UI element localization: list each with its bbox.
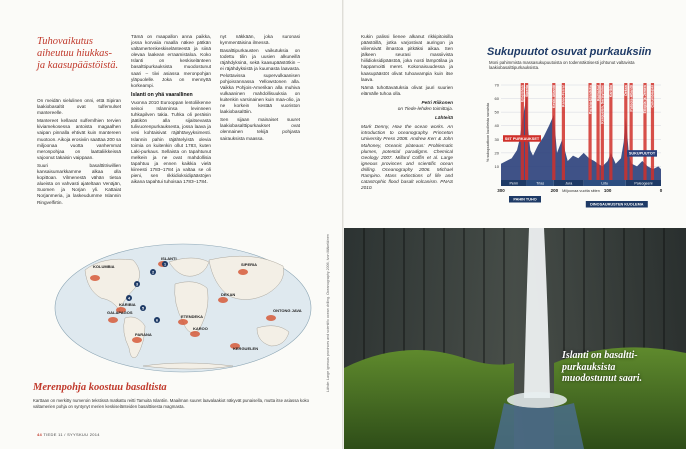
- route-number: 4: [127, 296, 131, 301]
- paragraph: Mantereet kellavat sulfemlhien tervien kiviamekosessa antoista magaalhen vaipan pinnalla ehtivät kuin mantereen muotoon. Aikoja erosiviin saattaa 200 sa miljoonaa vuotta vanhemmat meronpohjaa on laattaliikkeissä vajoonut takaisin vaippaan.: [37, 118, 121, 160]
- route-number: 5: [141, 306, 145, 311]
- y-tick-label: 50: [494, 109, 499, 115]
- y-tick-label: 30: [494, 136, 499, 142]
- era-label: Liitu: [601, 181, 609, 186]
- y-tick-label: 70: [494, 82, 499, 88]
- lava-province-mark: [218, 297, 228, 303]
- map-place-label: KOLUMBIA: [93, 264, 115, 269]
- eruption-label: Karoo-Ferrar: [561, 85, 566, 107]
- paragraph: Tämä on maapallon anna paikka, jossa korvaiia maalla näkee pätkän valtamertenkeskiselänteestä ja siinä olevaa laakean erraamistaloa. Koko Islanti on keskiselänteen basalttipurkauksista muodostunut saari – tiivi asiassa meronpohjan yläpuolelle. Joka on mennyttä korkeampi.: [131, 34, 211, 88]
- map-place-label: KAROO: [193, 326, 208, 331]
- route-number: 6: [155, 318, 159, 323]
- lava-province-mark: [190, 331, 200, 337]
- paragraph: Suuri basalttitriwillien kansaisumarkkamme alkaa olla kopittoan. Vilmenestä vähän tietoa alueista on vahvasti ajateltaan Venäjän, Suomen ja Norjan yli. Kattaiat Norjanmeria, ja laskeudumme Islannin Ringvelfirtin.: [37, 162, 121, 205]
- map-place-label: ISLANTI: [161, 256, 177, 261]
- lava-province-mark: [108, 317, 118, 323]
- era-label: Jura: [565, 181, 573, 186]
- eruption-label: Dekan: [624, 85, 628, 96]
- eruption-label: Etiopia ja Jemen: [643, 85, 648, 114]
- magazine-issue: TIEDE 11 / SYYSKUU 2014: [43, 432, 100, 437]
- y-tick-label: 60: [494, 96, 499, 102]
- extinction-chart: [481, 30, 667, 225]
- chart-svg: [481, 30, 667, 225]
- eruption-label: Rajmahal: [596, 84, 601, 101]
- x-tick-label: 100: [603, 188, 612, 193]
- era-label: Paleogeeni: [634, 181, 653, 186]
- page-number: 44: [37, 432, 43, 437]
- x-tick-label: 0: [659, 188, 663, 193]
- author-role: on Tiede-lehden toimittaja.: [397, 106, 453, 112]
- lava-province-mark: [266, 315, 276, 321]
- route-number: 3: [135, 282, 139, 287]
- worst-callout: PAHIN TUHO: [513, 197, 537, 202]
- author-signature: [361, 100, 453, 112]
- eruption-label: Emeishan: [520, 85, 525, 102]
- sources-heading: Lähteitä: [435, 115, 453, 121]
- text-column-4: [361, 34, 453, 234]
- y-tick-label: 20: [494, 150, 499, 156]
- chart-subtitle: Moni pahimmista massasukupuutoista on todennäköisesti johtunut valtavista laakiobasalttipurkauksista.: [489, 60, 635, 71]
- lava-province-mark: [238, 269, 248, 275]
- eruption-label: Keski-Atlantti: [552, 85, 556, 109]
- eruption-label: Pohjois-Atlantti: [629, 85, 634, 112]
- map-title: Merenpohja koostuu basaltista: [33, 382, 167, 393]
- map-place-label: ONTONG JAVA: [273, 308, 302, 313]
- waterfall-photo: [344, 228, 686, 449]
- eruption-label: Columbiajoki: [650, 85, 655, 108]
- map-caption: Karttaan on merkitty numeroin tekstissä matkattu reitti Tamuita Islantiin. Maailman suuret laavalaakiot näkyvät punaisella, mutta itse asiassa koko valtamerien pohja on syntynyt merien keskiselänteiden basalttisesta magmasta.: [33, 398, 310, 409]
- eruption-label: Karibia: [609, 85, 614, 98]
- chart-title: Sukupuutot osuvat purkauksiin: [487, 46, 652, 58]
- y-tick-label: 10: [494, 163, 499, 169]
- era-label: Perm: [509, 181, 519, 186]
- map-place-label: SIPERIA: [241, 262, 258, 267]
- lava-province-mark: [178, 319, 188, 325]
- route-number: 2: [151, 270, 155, 275]
- x-axis-label: Miljoonaa vuotta sitten: [562, 189, 600, 193]
- eruption-label: Siperia: [524, 85, 529, 97]
- extinction-callout: SUKUPUUTOT: [628, 151, 656, 156]
- paragraph: Sen sijaan mainaiset suuret laakiobasalttipurkaukset ovat olennainen tekijä pohjasta sairauksista maassa.: [220, 117, 300, 141]
- eruption-bar: [624, 83, 627, 180]
- photo-illustration: [344, 228, 686, 449]
- x-tick-label: 200: [550, 188, 559, 193]
- map-credit: Lähde: Large igneous provinces and scientific ocean drilling. Oceanography 2006, Ivon Mäkeläinen: [326, 234, 330, 392]
- world-map: [33, 238, 321, 398]
- map-place-label: DEKAN: [221, 292, 236, 297]
- eruption-label: Parana-Etendeka: [588, 84, 593, 115]
- paragraph: On meidän sielulinen onni, että Sipiran laakiobasaltit ovat tulfemulset mantereelle.: [37, 98, 121, 116]
- map-place-label: KERGUELEN: [233, 346, 259, 351]
- map-place-label: GALAPAGOS: [107, 310, 133, 315]
- page-footer: [37, 432, 100, 437]
- paragraph: Vuonna 2010 Eurooppan lentoliikenne seisoi Islanninsa levinneen tuhkapilven takia. Tuhka oli peräisin jäätikön alla sijaitsevasta tulivuorenpurkauksesta, jossa laava ja vesi kohtaisivat räjähtävyyksimesti. Islannin pahin räjähtelyistä olevia toimia on kuitenkin ollut 1783, kuten Laki-purkaus. Sellaista on tapahtunut melkein ja ne ovat mahdollisia tapahtuu ja ennen kaikkia vielä kiireesti 1783–1784 ja valtaa se oli pieni, sen rikkidioksidipäästöjen aikana tapahtui tuhoisaa 1783–1784.: [131, 99, 211, 185]
- map-svg: [33, 238, 321, 388]
- photo-caption: Islanti on basalttipurkauksista muodostunut saari.: [562, 350, 643, 384]
- map-place-label: PARANA: [135, 332, 152, 337]
- sources-list: Mark Denny, How the ocean works. An introduction to oceanography. Princeton University Press 2008. Andrew Kerr & John Mahoney, Oceanic plateaus: Problematic plumes, potential paradigms. Chemical Geology 2007. Millard Coffin et al. Large igneous provinces and scientific ocean drilling. Oceanography 2006. Michael Rampino. Mass extinctions of life and catastrophic flood basalt volcanism. PNAS 2010.: [361, 124, 453, 191]
- y-axis-label: % sukupuuttoon kuolleista suvuista: [486, 102, 490, 163]
- intro-headline: Tuhovaikutus aiheutuu hiukkas- ja kaasupäästöistä.: [37, 36, 119, 71]
- eruption-label: Kerguelen, Sarjaymme: [600, 84, 605, 124]
- paragraph: Kukin palissi lienee alkanut rikkipitoisilla päästöillä, jotka varjostivat auringon ja viilensivät ilmastoa pitkäksi aikaa. Sen jälkeen seurasi massiivista hiilidioksidipäästöä, joka nosti lämpötilaa ja happamoitti meret. Kokonaisuudessa ja kaasupäästöt olivat tuhoavampia kuin itse laava.: [361, 34, 453, 82]
- text-column-2: [131, 34, 211, 239]
- eruption-callout: SIIT PURKAUKSET: [504, 136, 540, 141]
- dino-callout: DINOSAURUSTEN KUOLEMA: [590, 202, 644, 207]
- paragraph: Basalttipurkausten vaikutuksia on todettu tilin ja uusien alkuneillä räjähdyksinä, sekä kaasupäästötkin – ei räjähdyksistä ja kuumasta laavasta. Pelottavissa supervulkaanisen pohjoisrannassa Yellowstonen alla. Vaikka Pohjois-Amerikan alla muhiva vulkaaninen mahdollisuuksia on kuitenkin varsinainen kuin maa-olio, ja ne korkein kestää vuoriston laakiobasalttiin.: [220, 48, 300, 115]
- map-place-label: ETENDEKA: [181, 314, 204, 319]
- text-column-3: [220, 34, 300, 239]
- lava-province-mark: [132, 337, 142, 343]
- x-tick-label: 300: [497, 188, 505, 193]
- author-name: Petri Riikonen: [421, 99, 453, 105]
- era-label: Trias: [536, 181, 545, 186]
- map-place-label: KARIBIA: [119, 302, 136, 307]
- y-tick-label: 40: [494, 123, 499, 129]
- paragraph: Nämä tuhottavatuksia olivat juuri suurien elämälle tuhoa olla.: [361, 84, 453, 96]
- section-subheading: Islanti on yhä vaarallinen: [131, 91, 193, 98]
- route-number: 1: [163, 262, 167, 267]
- paragraph: nyt näkkään, joka suronasi kymmentäisina ilmessä.: [220, 34, 300, 46]
- lava-province-mark: [90, 275, 100, 281]
